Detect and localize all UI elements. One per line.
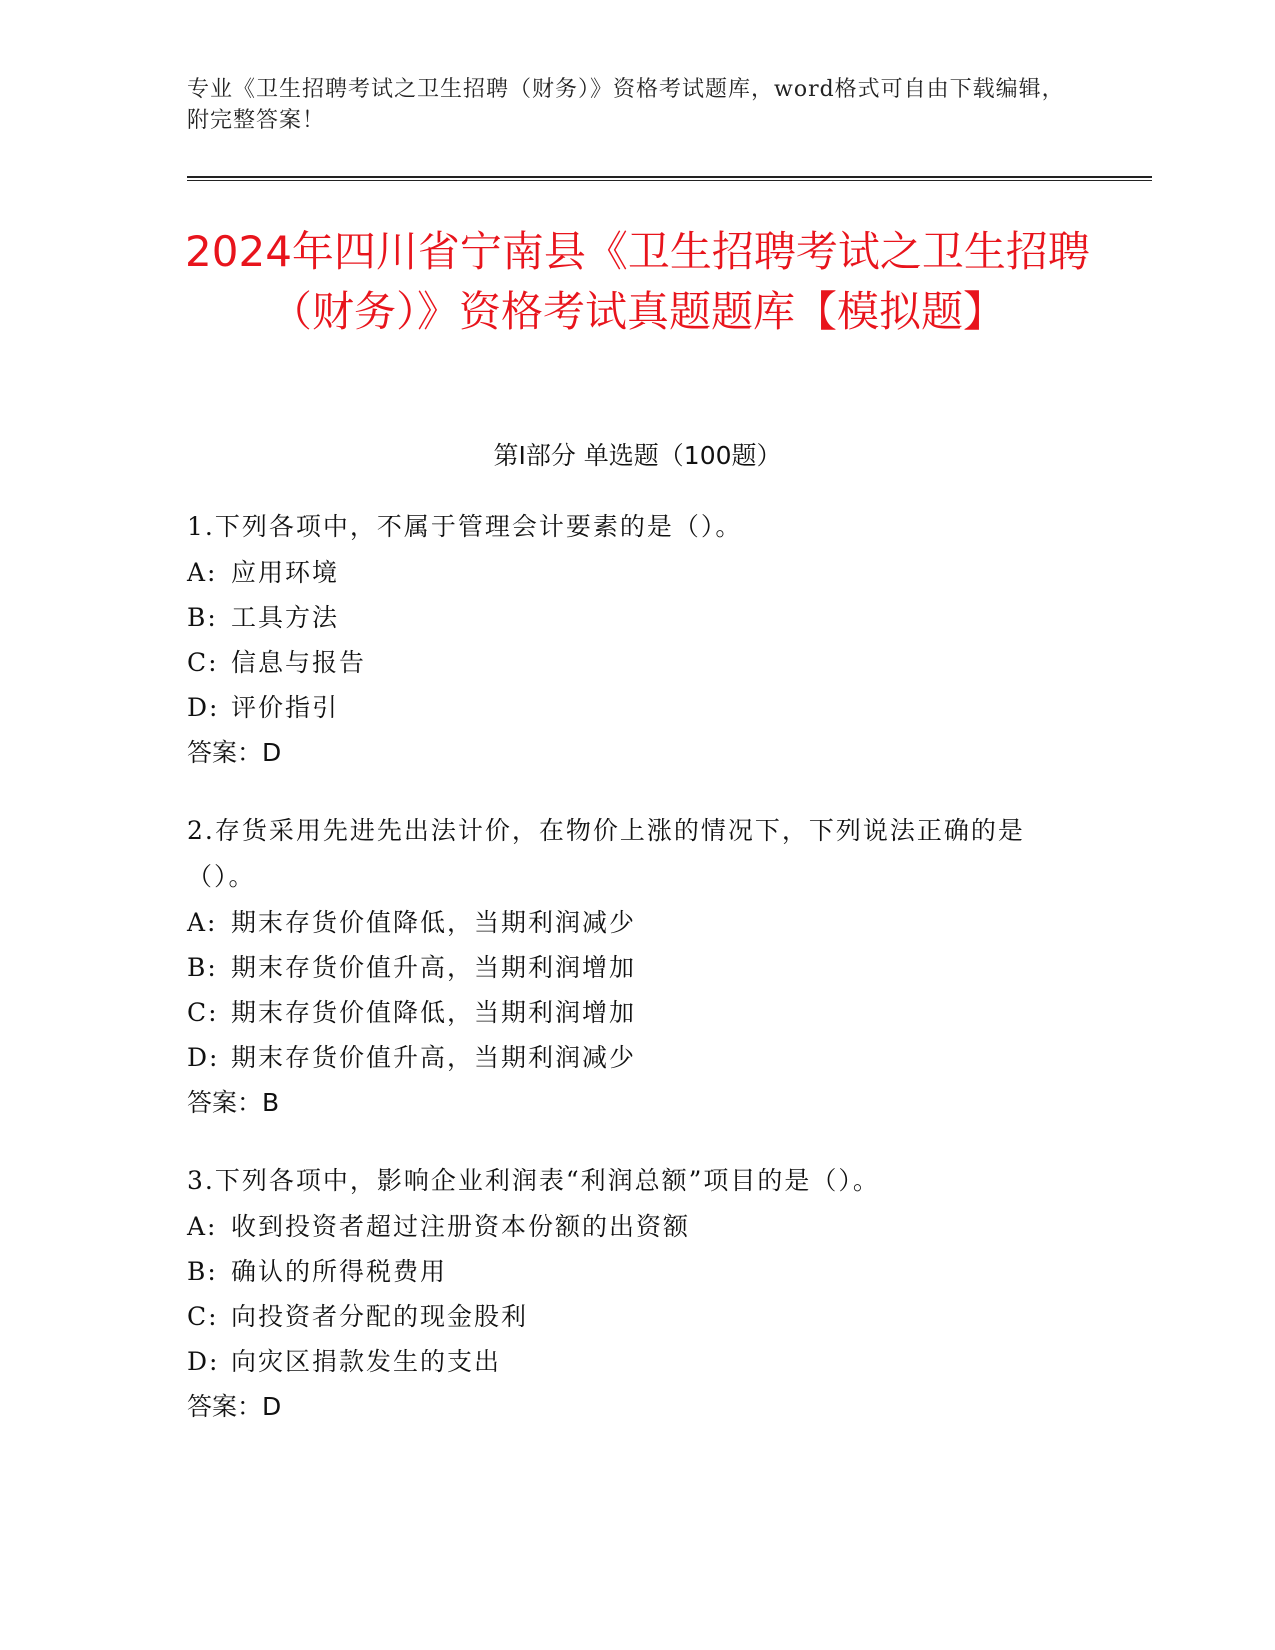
section-heading: 第I部分 单选题（100题） <box>493 441 782 470</box>
option-c <box>187 990 1087 1035</box>
option-b <box>187 945 1087 990</box>
answer: 答案：D <box>187 738 282 767</box>
answer: 答案：B <box>187 1088 280 1117</box>
option-letter: A: <box>187 908 218 937</box>
option-text: 评价指引 <box>231 693 340 722</box>
option-letter: B: <box>187 953 218 982</box>
option-letter: D: <box>187 693 220 722</box>
option-letter: D: <box>187 1347 220 1376</box>
document-title: 2024年四川省宁南县《卫生招聘考试之卫生招聘（财务）》资格考试真题题库【模拟题】 <box>185 227 1090 336</box>
option-text: 应用环境 <box>231 558 340 587</box>
option-letter: C: <box>187 648 219 677</box>
question-1 <box>187 504 1087 775</box>
option-letter: C: <box>187 1302 219 1331</box>
header-note: 专业《卫生招聘考试之卫生招聘（财务）》资格考试题库，word格式可自由下载编辑，附完整答案！ <box>187 77 1065 133</box>
option-b <box>187 1249 1087 1294</box>
option-text: 信息与报告 <box>231 648 367 677</box>
option-text: 期末存货价值降低，当期利润减少 <box>231 908 637 937</box>
question-stem: 2.存货采用先进先出法计价，在物价上涨的情况下，下列说法正确的是（）。 <box>187 816 1025 891</box>
option-a <box>187 1204 1087 1249</box>
option-letter: A: <box>187 558 218 587</box>
option-d <box>187 1339 1087 1384</box>
option-text: 确认的所得税费用 <box>231 1257 448 1286</box>
option-text: 收到投资者超过注册资本份额的出资额 <box>231 1212 691 1241</box>
option-c <box>187 1294 1087 1339</box>
option-text: 向灾区捐款发生的支出 <box>231 1347 502 1376</box>
option-a <box>187 550 1087 595</box>
option-text: 期末存货价值升高，当期利润减少 <box>231 1043 637 1072</box>
option-text: 向投资者分配的现金股利 <box>231 1302 529 1331</box>
question-stem: 3.下列各项中，影响企业利润表“利润总额”项目的是（）。 <box>187 1166 880 1195</box>
option-letter: D: <box>187 1043 220 1072</box>
option-text: 期末存货价值降低，当期利润增加 <box>231 998 637 1027</box>
option-text: 工具方法 <box>231 603 340 632</box>
answer: 答案：D <box>187 1392 282 1421</box>
header-divider <box>187 176 1152 181</box>
option-letter: C: <box>187 998 219 1027</box>
option-letter: A: <box>187 1212 218 1241</box>
option-c <box>187 640 1087 685</box>
question-stem: 1.下列各项中，不属于管理会计要素的是（）。 <box>187 512 743 541</box>
option-d <box>187 1035 1087 1080</box>
option-text: 期末存货价值升高，当期利润增加 <box>231 953 637 982</box>
question-3 <box>187 1158 1087 1429</box>
option-a <box>187 900 1087 945</box>
option-d <box>187 685 1087 730</box>
option-letter: B: <box>187 1257 218 1286</box>
option-letter: B: <box>187 603 218 632</box>
question-2 <box>187 808 1087 1125</box>
option-b <box>187 595 1087 640</box>
